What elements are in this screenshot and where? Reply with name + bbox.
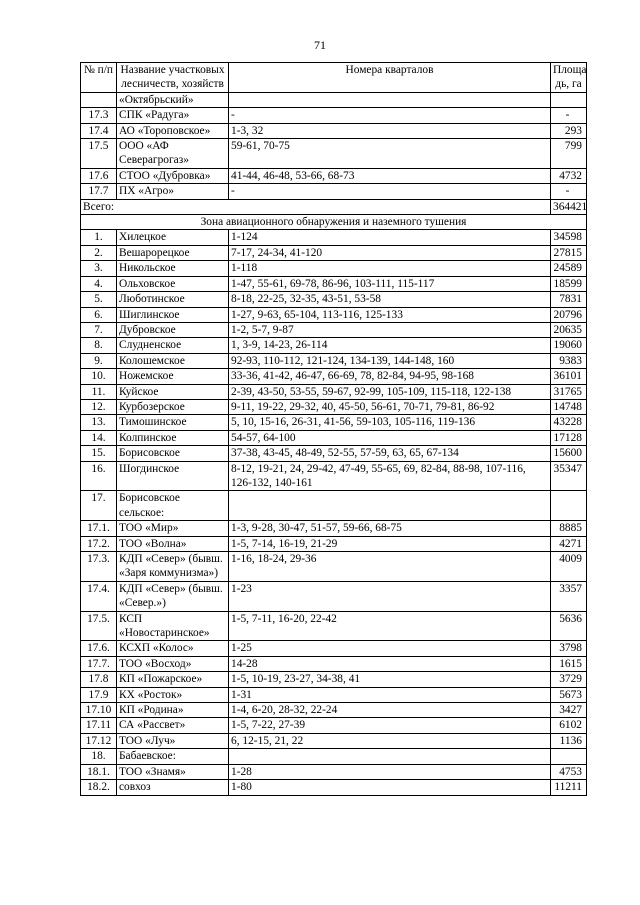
row-quarters: 2-39, 43-50, 53-55, 59-67, 92-99, 105-109, 115-118, 122-138 [229, 384, 551, 399]
table-row [81, 764, 587, 779]
row-quarters: 1-27, 9-63, 65-104, 113-116, 125-133 [229, 307, 551, 322]
row-number: 17.5. [81, 611, 117, 641]
row-area: 11211 [551, 780, 587, 795]
row-name: КСП «Новостаринское» [117, 611, 229, 641]
row-area [551, 749, 587, 764]
row-quarters [229, 92, 551, 107]
row-quarters: 8-18, 22-25, 32-35, 43-51, 53-58 [229, 292, 551, 307]
row-quarters: 6, 12-15, 21, 22 [229, 733, 551, 748]
row-quarters: 1-47, 55-61, 69-78, 86-96, 103-111, 115-117 [229, 276, 551, 291]
table-row [81, 536, 587, 551]
table-row [81, 292, 587, 307]
row-number: 4. [81, 276, 117, 291]
table-row [81, 123, 587, 138]
row-name: Колошемское [117, 353, 229, 368]
row-name: ТОО «Мир» [117, 521, 229, 536]
table-row [81, 338, 587, 353]
row-number: 17.4 [81, 123, 117, 138]
row-quarters: 1-5, 7-11, 16-20, 22-42 [229, 611, 551, 641]
row-number: 17.12 [81, 733, 117, 748]
row-quarters [229, 749, 551, 764]
row-area: 27815 [551, 245, 587, 260]
row-number [81, 92, 117, 107]
row-number: 6. [81, 307, 117, 322]
row-number: 18. [81, 749, 117, 764]
row-area: 7831 [551, 292, 587, 307]
row-area: 293 [551, 123, 587, 138]
row-number: 5. [81, 292, 117, 307]
row-name: АО «Торoповское» [117, 123, 229, 138]
row-quarters: 41-44, 46-48, 53-66, 68-73 [229, 168, 551, 183]
table-row [81, 108, 587, 123]
row-area: 24589 [551, 261, 587, 276]
row-number: 17.3. [81, 552, 117, 582]
row-name: «Октябрьский» [117, 92, 229, 107]
row-name: Никольское [117, 261, 229, 276]
row-number: 1. [81, 230, 117, 245]
table-row [81, 491, 587, 521]
table-row [81, 261, 587, 276]
table-row [81, 384, 587, 399]
row-quarters: 59-61, 70-75 [229, 139, 551, 169]
row-number: 16. [81, 461, 117, 491]
row-number: 18.2. [81, 780, 117, 795]
row-area: 4009 [551, 552, 587, 582]
row-quarters: 1-5, 10-19, 23-27, 34-38, 41 [229, 672, 551, 687]
row-area: 18599 [551, 276, 587, 291]
table-row [81, 168, 587, 183]
table-row [81, 184, 587, 199]
total-label: Всего: [81, 199, 551, 214]
row-quarters: 1-23 [229, 581, 551, 611]
table-row [81, 749, 587, 764]
row-name: Курбозерское [117, 399, 229, 414]
row-name: Тимошинское [117, 415, 229, 430]
row-area: 5636 [551, 611, 587, 641]
header-no: № п/п [81, 63, 117, 93]
table-row [81, 672, 587, 687]
row-quarters: - [229, 108, 551, 123]
table-header-row [81, 63, 587, 93]
row-area [551, 92, 587, 107]
row-number: 17.6. [81, 641, 117, 656]
header-quarters: Номера кварталов [229, 63, 551, 93]
row-name: СПК «Радуга» [117, 108, 229, 123]
row-name: ТОО «Волна» [117, 536, 229, 551]
row-number: 17.10 [81, 703, 117, 718]
row-number: 7. [81, 322, 117, 337]
row-quarters: 1-4, 6-20, 28-32, 22-24 [229, 703, 551, 718]
row-number: 17.3 [81, 108, 117, 123]
row-number: 17.4. [81, 581, 117, 611]
row-quarters: 1-25 [229, 641, 551, 656]
row-number: 17.9 [81, 687, 117, 702]
table-row [81, 446, 587, 461]
row-name: КДП «Север» (бывш. «Север.») [117, 581, 229, 611]
table-row [81, 703, 587, 718]
zone-title: Зона авиационного обнаружения и наземного тушения [81, 215, 587, 230]
row-quarters: 37-38, 43-45, 48-49, 52-55, 57-59, 63, 65, 67-134 [229, 446, 551, 461]
row-name: Бабаевское: [117, 749, 229, 764]
row-quarters: 1-5, 7-14, 16-19, 21-29 [229, 536, 551, 551]
table-row [81, 399, 587, 414]
row-name: КП «Родина» [117, 703, 229, 718]
table-row [81, 276, 587, 291]
row-area: 19060 [551, 338, 587, 353]
table-row [81, 353, 587, 368]
row-name: ТОО «Восход» [117, 656, 229, 671]
row-area: 14748 [551, 399, 587, 414]
total-row [81, 199, 587, 214]
total-section [81, 199, 587, 230]
row-area: 17128 [551, 430, 587, 445]
table-row [81, 780, 587, 795]
row-area: - [551, 108, 587, 123]
row-name: ТОО «Луч» [117, 733, 229, 748]
row-area: 4732 [551, 168, 587, 183]
row-area: 3427 [551, 703, 587, 718]
row-quarters: 33-36, 41-42, 46-47, 66-69, 78, 82-84, 94-95, 98-168 [229, 369, 551, 384]
table-row [81, 733, 587, 748]
row-name: СА «Рассвет» [117, 718, 229, 733]
row-quarters: 1-80 [229, 780, 551, 795]
table-row [81, 718, 587, 733]
row-quarters: 92-93, 110-112, 121-124, 134-139, 144-148, 160 [229, 353, 551, 368]
row-name: ТОО «Знамя» [117, 764, 229, 779]
row-area: 35347 [551, 461, 587, 491]
row-area: 20796 [551, 307, 587, 322]
table-row [81, 641, 587, 656]
row-name: Колпинское [117, 430, 229, 445]
row-area: 9383 [551, 353, 587, 368]
table-row [81, 521, 587, 536]
row-quarters: 1-28 [229, 764, 551, 779]
row-area: 6102 [551, 718, 587, 733]
table-row [81, 92, 587, 107]
row-quarters: 1-31 [229, 687, 551, 702]
zone-rows [81, 230, 587, 795]
table-row [81, 415, 587, 430]
row-number: 17.2. [81, 536, 117, 551]
table-row [81, 369, 587, 384]
row-name: ООО «АФ Северагрогаз» [117, 139, 229, 169]
row-area: 15600 [551, 446, 587, 461]
row-area: 3729 [551, 672, 587, 687]
row-area: 36101 [551, 369, 587, 384]
row-number: 17.6 [81, 168, 117, 183]
row-quarters: 1-124 [229, 230, 551, 245]
row-number: 15. [81, 446, 117, 461]
row-number: 18.1. [81, 764, 117, 779]
row-number: 14. [81, 430, 117, 445]
row-number: 17.5 [81, 139, 117, 169]
row-number: 10. [81, 369, 117, 384]
row-number: 11. [81, 384, 117, 399]
row-area: 31765 [551, 384, 587, 399]
table-row [81, 581, 587, 611]
row-name: КСХП «Колос» [117, 641, 229, 656]
row-quarters: 1-3, 32 [229, 123, 551, 138]
table-row [81, 307, 587, 322]
row-area: 20635 [551, 322, 587, 337]
row-area: 4753 [551, 764, 587, 779]
row-area: 8885 [551, 521, 587, 536]
row-area: 1615 [551, 656, 587, 671]
row-quarters: 1-118 [229, 261, 551, 276]
row-quarters: 5, 10, 15-16, 26-31, 41-56, 59-103, 105-116, 119-136 [229, 415, 551, 430]
row-number: 9. [81, 353, 117, 368]
row-quarters: 54-57, 64-100 [229, 430, 551, 445]
row-number: 8. [81, 338, 117, 353]
row-number: 17.8 [81, 672, 117, 687]
total-area: 364421 [551, 199, 587, 214]
top-rows [81, 92, 587, 199]
row-name: Вешарорецкое [117, 245, 229, 260]
row-area: 799 [551, 139, 587, 169]
table-row [81, 230, 587, 245]
row-quarters: 1-16, 18-24, 29-36 [229, 552, 551, 582]
row-area: 5673 [551, 687, 587, 702]
row-area: 1136 [551, 733, 587, 748]
row-quarters: 1, 3-9, 14-23, 26-114 [229, 338, 551, 353]
row-name: Ножемское [117, 369, 229, 384]
table-row [81, 611, 587, 641]
row-name: КДП «Север» (бывш. «Заря коммунизма») [117, 552, 229, 582]
row-name: Борисовское сельское: [117, 491, 229, 521]
table-row [81, 245, 587, 260]
header-area: Площа дь, га [551, 63, 587, 93]
row-number: 17.1. [81, 521, 117, 536]
row-name: Слудненское [117, 338, 229, 353]
row-quarters: 7-17, 24-34, 41-120 [229, 245, 551, 260]
row-quarters: 1-5, 7-22, 27-39 [229, 718, 551, 733]
row-name: совхоз [117, 780, 229, 795]
row-quarters: 9-11, 19-22, 29-32, 40, 45-50, 56-61, 70-71, 79-81, 86-92 [229, 399, 551, 414]
row-number: 17.7 [81, 184, 117, 199]
row-quarters: 8-12, 19-21, 24, 29-42, 47-49, 55-65, 69, 82-84, 88-98, 107-116, 126-132, 140-161 [229, 461, 551, 491]
row-number: 17.7. [81, 656, 117, 671]
row-number: 2. [81, 245, 117, 260]
row-name: Борисовское [117, 446, 229, 461]
row-quarters: - [229, 184, 551, 199]
row-area: - [551, 184, 587, 199]
row-name: ПХ «Агро» [117, 184, 229, 199]
table-row [81, 552, 587, 582]
row-name: Куйское [117, 384, 229, 399]
row-name: Дубровское [117, 322, 229, 337]
row-area: 4271 [551, 536, 587, 551]
row-name: Хилецкое [117, 230, 229, 245]
zone-title-row [81, 215, 587, 230]
row-name: КП «Пожарское» [117, 672, 229, 687]
table-row [81, 430, 587, 445]
table-row [81, 687, 587, 702]
header-name: Название участковых лесничеств, хозяйств [117, 63, 229, 93]
row-number: 17. [81, 491, 117, 521]
table-row [81, 656, 587, 671]
table-row [81, 461, 587, 491]
row-area: 3798 [551, 641, 587, 656]
row-name: Ольховское [117, 276, 229, 291]
table-row [81, 139, 587, 169]
row-number: 12. [81, 399, 117, 414]
row-name: Люботинское [117, 292, 229, 307]
row-name: КХ «Росток» [117, 687, 229, 702]
row-number: 13. [81, 415, 117, 430]
row-quarters: 1-2, 5-7, 9-87 [229, 322, 551, 337]
row-area [551, 491, 587, 521]
row-quarters: 14-28 [229, 656, 551, 671]
row-area: 43228 [551, 415, 587, 430]
row-name: СТОО «Дубровка» [117, 168, 229, 183]
table-row [81, 322, 587, 337]
row-name: Шогдинское [117, 461, 229, 491]
row-number: 17.11 [81, 718, 117, 733]
row-area: 3357 [551, 581, 587, 611]
row-area: 34598 [551, 230, 587, 245]
row-name: Шиглинское [117, 307, 229, 322]
row-number: 3. [81, 261, 117, 276]
page-number: 71 [314, 38, 326, 52]
forest-quarters-table [80, 62, 587, 796]
row-quarters: 1-3, 9-28, 30-47, 51-57, 59-66, 68-75 [229, 521, 551, 536]
row-quarters [229, 491, 551, 521]
